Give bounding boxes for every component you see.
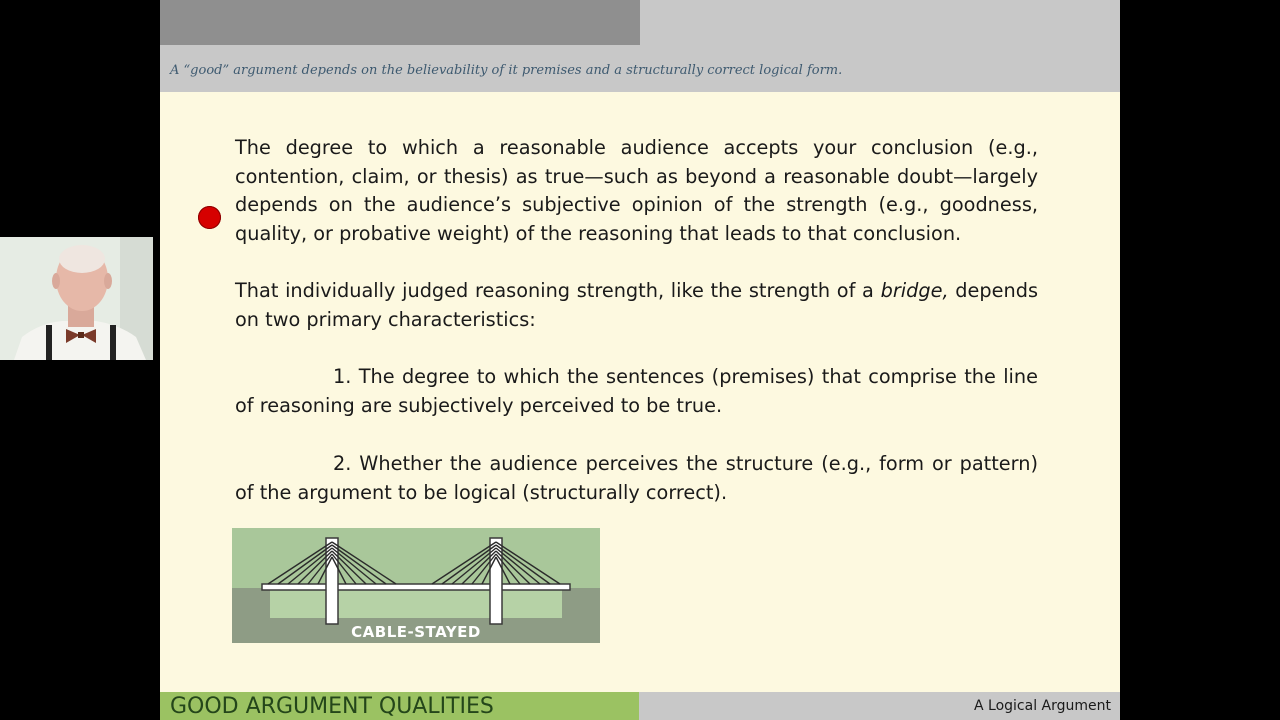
top-bar-dark: [160, 0, 640, 45]
presenter-webcam: [0, 237, 153, 360]
slide: [160, 0, 1120, 720]
top-bar-light: [640, 0, 1120, 45]
red-dot-icon: [198, 206, 221, 229]
bridge-emphasis: bridge,: [880, 279, 949, 302]
paragraph-reasoning-strength: [235, 277, 1038, 334]
presenter-icon: [0, 237, 153, 360]
list-item-premises: [235, 363, 1038, 420]
slide-subtitle: A “good” argument depends on the believability of it premises and a structurally correct logical form.: [170, 63, 843, 78]
footer-title-bar: [160, 692, 639, 720]
paragraph-conclusion: The degree to which a reasonable audience accepts your conclusion (e.g., contention, claim, or thesis) as true—such as beyond a reasonable doubt—largely depends on the audience’s subjective opinion of the strength (e.g., goodness, quality, or probative weight) of the reasoning that leads to that conclusion.: [235, 136, 1038, 246]
paragraph-reasoning-text: That individually judged reasoning strength, like the strength of a: [235, 279, 881, 302]
paragraph-reasoning-text-end: depends on two primary characteristics:: [235, 279, 1038, 331]
list-item-structure: [235, 450, 1038, 507]
list-item-structure-text: 2. Whether the audience perceives the structure (e.g., form or pattern) of the argument to be logical (structurally correct).: [235, 452, 1038, 504]
figure-caption: CABLE-STAYED: [351, 623, 481, 641]
footer-label: A Logical Argument: [974, 698, 1111, 714]
subtitle-band: [160, 45, 1120, 92]
footer-title: GOOD ARGUMENT QUALITIES: [170, 694, 494, 719]
list-item-premises-text: 1. The degree to which the sentences (premises) that comprise the line of reasoning are subjectively perceived to be true.: [235, 365, 1038, 417]
cable-stayed-bridge-figure: [232, 528, 600, 643]
footer-label-bar: [639, 692, 1120, 720]
